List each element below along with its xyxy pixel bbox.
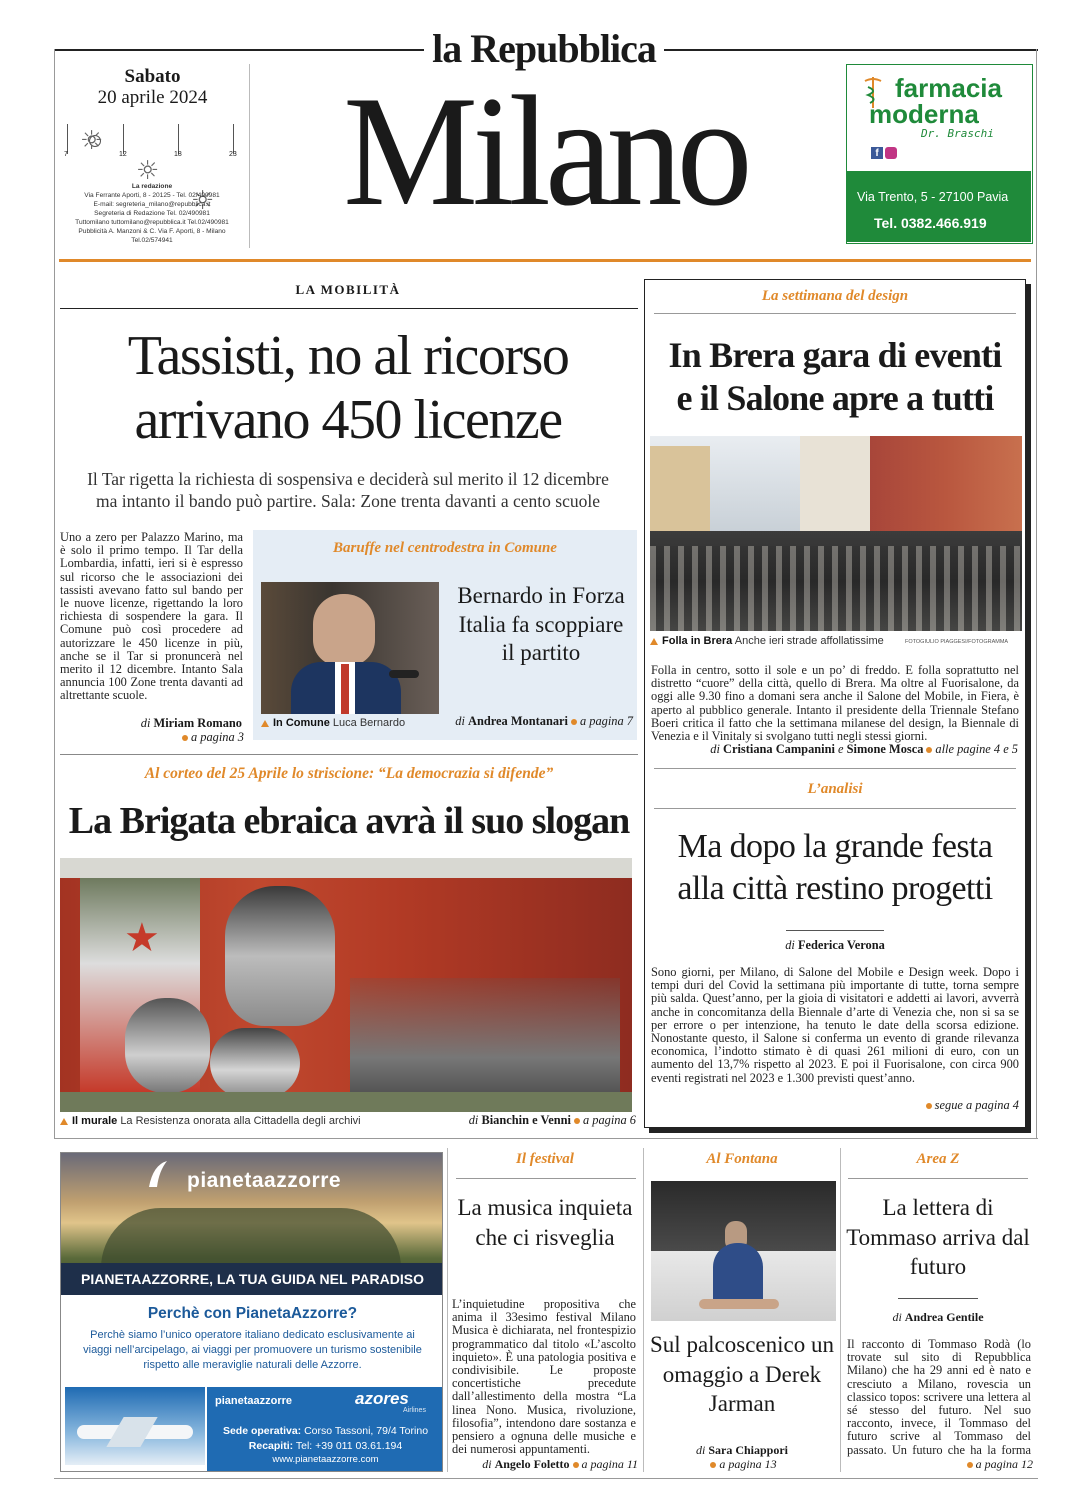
design-headline-line: In Brera gara di eventi bbox=[668, 335, 1002, 375]
design-headline-line: e il Salone apre a tutti bbox=[676, 378, 994, 418]
festival-body: L’inquietudine propositiva che anima il 33esimo festival Milano Musica è dichiarata, nel frontespizio programmatico dal titolo «L’ascolto inquieto». È una patologia positiva e condivisibile. Le proposte concertistiche precedute dall’allestimento della mostra “La linea Nono. Musica, rivoluzione, filosofia”, intendono dare sostanza e pensiero a ognuna delle musiche e dei numerosi appuntamenti. bbox=[452, 1297, 636, 1457]
temp-1: 7 bbox=[64, 151, 68, 158]
lead-subhead-line: Il Tar rigetta la richiesta di sospensiva e deciderà sul merito il 12 dicembre bbox=[87, 469, 609, 489]
redazione-box bbox=[72, 182, 232, 245]
analisi-headline-line: Ma dopo la grande festa bbox=[677, 828, 993, 865]
pianetaazzorre-logo-icon bbox=[145, 1159, 171, 1189]
caption-marker-icon bbox=[261, 720, 269, 727]
byline-rule bbox=[898, 1298, 978, 1299]
areaz-page-ref[interactable]: a pagina 12 bbox=[847, 1457, 1033, 1472]
farmacia-ad[interactable] bbox=[846, 64, 1033, 244]
brand-name: la Repubblica bbox=[432, 26, 656, 71]
masthead-orange-rule bbox=[59, 259, 1031, 262]
sun-icon: ☼ bbox=[191, 186, 215, 216]
masthead-rule-right bbox=[664, 49, 1038, 51]
farmacia-line1: farmacia bbox=[895, 73, 1002, 103]
forza-italia-byline: di Andrea Montanari a pagina 7 bbox=[455, 714, 633, 728]
byline-rule bbox=[786, 930, 884, 931]
areaz-headline: La lettera di Tommaso arriva dal futuro bbox=[846, 1195, 1030, 1279]
column-divider bbox=[643, 1148, 644, 1472]
lead-subhead bbox=[58, 468, 638, 512]
lead-headline bbox=[60, 324, 636, 452]
design-body: Folla in centro, sotto il sole e un po’ di freddo. E folla soprattutto nel distretto “cuore” della città, quello di Brera. Ma oltre al Fuorisalone, da oggi alle 9.30 fino a domani sera anche il Salone del Mobile, in Fiera, è aperto al pubblico generale. Intanto il presidente della Triennale Stefano Boeri critica il fatto che la settimana milanese del design, la Biennale di Venezia e il Vinitaly si svolgano tutti negli stessi giorni. bbox=[651, 663, 1019, 744]
festival-headline: La musica inquieta che ci risveglia bbox=[457, 1195, 633, 1250]
murale-photo bbox=[60, 858, 632, 1112]
redazione-line: Tel.02/574941 bbox=[131, 237, 173, 244]
redazione-line: Via Ferrante Aporti, 8 - 20125 - Tel. 02/490981 bbox=[84, 192, 220, 199]
forza-italia-box bbox=[253, 530, 637, 740]
forza-italia-page-ref[interactable]: a pagina 7 bbox=[579, 714, 633, 728]
redazione-heading: La redazione bbox=[131, 183, 173, 190]
redazione-line: Segreteria di Redazione Tel. 02/490981 bbox=[94, 210, 210, 217]
areaz-author: Andrea Gentile bbox=[904, 1310, 984, 1324]
azzorre-office: Sede operativa: Corso Tassoni, 79/4 Torino bbox=[222, 1425, 429, 1437]
azzorre-question: Perchè con PianetaAzzorre? bbox=[147, 1305, 358, 1322]
section-rule bbox=[654, 313, 1016, 314]
lead-body: Uno a zero per Palazzo Marino, ma è solo il primo tempo. Il Tar della Lombardia, infatti, ieri si è espresso sul ricorso che le associazioni dei tassisti avevano fatto sul bando per le nuove licenze, rigettando la loro richiesta di sospendere la gara. Il Comune può così procedere ad autorizzare le 450 licenze in più, anche se il Tar si pronuncerà nel merito il 12 dicembre. Intanto Sala annuncia 100 Zone trenta davanti ad altrettante scuole. bbox=[60, 530, 243, 703]
design-headline bbox=[646, 334, 1024, 420]
instagram-icon[interactable] bbox=[885, 147, 897, 159]
forza-italia-caption: In Comune Luca Bernardo bbox=[261, 717, 441, 729]
section-rule bbox=[848, 1178, 1028, 1179]
section-rule bbox=[654, 808, 1016, 809]
bernardo-photo bbox=[261, 582, 439, 714]
page-frame-left bbox=[54, 49, 55, 1139]
column-divider bbox=[447, 1148, 448, 1472]
fontana-author: Sara Chiappori bbox=[708, 1443, 789, 1457]
analisi-body: Sono giorni, per Milano, di Salone del Mobile e Design week. Dopo i tempi duri del Covid la settimana più importante di tutte, torna sempre più salda. Quest’anno, per la gioia di visitatori e addetti ai lavori, avverrà anche in concomitanza della Biennale d’arte di Venezia che, non si sa se per errore o per intenzione, ha tenuto le date della scorsa edizione. Nonostante questo, il Salone si conferma un evento di grande rilevanza economica, l’indotto stimato è di quasi 261 milioni di euro, con un aumento del 13,7% rispetto al 2023. E poi il Fuorisalone, con circa 900 eventi registrati nel 2023 e 1.300 previsti quest’anno. bbox=[651, 965, 1019, 1085]
sun-icon: ☼ bbox=[136, 156, 160, 186]
brigata-byline: di Bianchin e Venni a pagina 6 bbox=[468, 1113, 636, 1127]
brigata-kicker: Al corteo del 25 Aprile lo striscione: “La democrazia si difende” bbox=[144, 765, 554, 782]
section-rule bbox=[60, 308, 638, 309]
bullet-icon bbox=[710, 1462, 716, 1468]
sun-icon: ☼ bbox=[80, 126, 104, 156]
analisi-kicker: L’analisi bbox=[807, 781, 863, 797]
lead-headline-line: arrivano 450 licenze bbox=[134, 389, 562, 451]
azores-airline-sub: Airlines bbox=[403, 1407, 426, 1414]
issue-day: Sabato bbox=[124, 66, 181, 87]
bullet-icon bbox=[573, 1462, 579, 1468]
farmacia-doctor: Dr. Braschi bbox=[921, 127, 994, 140]
fontana-headline: Sul palcoscenico un omaggio a Derek Jarman bbox=[650, 1332, 834, 1416]
lead-author: Miriam Romano bbox=[153, 716, 242, 730]
analisi-page-ref[interactable]: segue a pagina 4 bbox=[651, 1098, 1019, 1113]
brigata-headline: La Brigata ebraica avrà il suo slogan bbox=[68, 800, 630, 842]
temp-2: 12 bbox=[119, 151, 127, 158]
design-byline: di Cristiana Campanini e Simone Mosca alle pagine 4 e 5 bbox=[710, 742, 1018, 756]
azzorre-logo-small: pianetaazzorre bbox=[215, 1395, 293, 1407]
bullet-icon bbox=[182, 735, 188, 741]
fontana-kicker: Al Fontana bbox=[706, 1151, 778, 1167]
festival-kicker: Il festival bbox=[516, 1151, 574, 1167]
section-rule bbox=[456, 1178, 636, 1179]
redazione-line: E-mail: segreteria_milano@repubblica.it bbox=[93, 201, 211, 208]
temp-3: 18 bbox=[174, 151, 182, 158]
bullet-icon bbox=[926, 747, 932, 753]
brigata-page-ref[interactable]: a pagina 6 bbox=[582, 1113, 636, 1127]
analisi-author: Federica Verona bbox=[797, 938, 885, 952]
design-page-ref[interactable]: alle pagine 4 e 5 bbox=[935, 742, 1018, 756]
azzorre-website[interactable]: www.pianetaazzorre.com bbox=[272, 1454, 379, 1465]
azzorre-banner: PIANETAAZZORRE, LA TUA GUIDA NEL PARADISO bbox=[61, 1263, 443, 1295]
farmacia-line2: moderna bbox=[869, 99, 979, 129]
farmacia-address: Via Trento, 5 - 27100 Pavia bbox=[857, 190, 1009, 204]
temp-4: 23 bbox=[229, 151, 237, 158]
photo-credit: FOTOGIULIO PIAGGESI/FOTOGRAMMA bbox=[905, 639, 1009, 645]
azzorre-text: Perchè siamo l’unico operatore italiano dedicato esclusivamente ai viaggi nell’arcipelago, ai viaggi per promuovere un turismo sostenibile rispetto alle meraviglie naturali delle Azzorre. bbox=[83, 1329, 422, 1371]
azzorre-brand: pianetaazzorre bbox=[187, 1169, 342, 1192]
festival-page-ref[interactable]: a pagina 11 bbox=[581, 1457, 638, 1471]
bullet-icon bbox=[571, 719, 577, 725]
azzorre-ad[interactable] bbox=[60, 1152, 443, 1472]
azzorre-contact-panel bbox=[207, 1387, 443, 1472]
bottom-rule bbox=[54, 1138, 1038, 1139]
star-icon: ★ bbox=[124, 915, 160, 961]
section-label: LA MOBILITÀ bbox=[295, 282, 401, 297]
masthead-divider bbox=[249, 64, 250, 248]
stage-photo bbox=[651, 1181, 836, 1321]
azores-airline-logo: azores bbox=[355, 1389, 409, 1408]
areaz-byline: di Andrea Gentile bbox=[892, 1310, 984, 1324]
murale-caption: Il murale La Resistenza onorata alla Cittadella degli archivi bbox=[60, 1115, 420, 1127]
festival-byline: di Angelo Foletto a pagina 11 bbox=[452, 1457, 638, 1472]
caption-marker-icon bbox=[650, 638, 658, 645]
azzorre-contacts: Recapiti: Tel: +39 011 03.61.194 bbox=[248, 1440, 403, 1452]
issue-date: 20 aprile 2024 bbox=[97, 87, 208, 108]
lead-page-ref[interactable]: a pagina 3 bbox=[60, 730, 244, 745]
analisi-byline: di Federica Verona bbox=[785, 938, 885, 952]
masthead-rule-left bbox=[54, 49, 424, 51]
lead-subhead-line: ma intanto il bando può partire. Sala: Zone trenta davanti a cento scuole bbox=[96, 491, 600, 511]
edition-title: Milano bbox=[343, 64, 747, 239]
farmacia-contact-band bbox=[847, 171, 1031, 242]
section-rule bbox=[60, 754, 638, 755]
airplane-photo bbox=[65, 1387, 205, 1465]
farmacia-phone: Tel. 0382.466.919 bbox=[874, 215, 987, 231]
analisi-headline-line: alla città restino progetti bbox=[677, 870, 993, 907]
facebook-icon[interactable]: f bbox=[871, 147, 883, 159]
bullet-icon bbox=[926, 1103, 932, 1109]
brera-crowd-photo bbox=[650, 436, 1022, 631]
lead-headline-line: Tassisti, no al ricorso bbox=[127, 325, 569, 387]
bullet-icon bbox=[967, 1462, 973, 1468]
bullet-icon bbox=[574, 1118, 580, 1124]
forza-italia-headline: Bernardo in Forza Italia fa scoppiare il partito bbox=[457, 583, 625, 665]
analisi-headline bbox=[646, 826, 1024, 910]
lead-byline: di Miriam Romano bbox=[140, 716, 242, 730]
design-kicker: La settimana del design bbox=[761, 288, 909, 304]
fontana-byline: di Sara Chiappori bbox=[695, 1443, 789, 1457]
page-bottom-rule bbox=[54, 1478, 1038, 1479]
column-divider bbox=[840, 1148, 841, 1472]
page-frame-right bbox=[1036, 49, 1037, 1139]
areaz-body: Il racconto di Tommaso Rodà (lo trovate sul sito di Repubblica Milano) che ha 29 anni ed è nato e cresciuto a Milano, rovescia un classico topos: scrivere una lettera al sé stesso del futuro. Nel suo racconto, invece, il Tommaso del futuro scrive al Tommaso del passato. Un futuro che ha la forma bbox=[847, 1337, 1031, 1457]
redazione-line: Tuttomilano tuttomilano@repubblica.it Tel.02/490981 bbox=[75, 219, 229, 226]
caption-marker-icon bbox=[60, 1118, 68, 1125]
fontana-page-ref[interactable]: a pagina 13 bbox=[646, 1457, 838, 1472]
brera-caption: Folla in Brera Anche ieri strade affollatissime bbox=[650, 635, 900, 647]
redazione-line: Pubblicità A. Manzoni & C. Via F. Aporti, 8 - Milano bbox=[78, 228, 226, 235]
areaz-kicker: Area Z bbox=[916, 1151, 960, 1167]
forza-italia-kicker: Baruffe nel centrodestra in Comune bbox=[333, 540, 557, 556]
section-rule bbox=[654, 768, 1016, 769]
